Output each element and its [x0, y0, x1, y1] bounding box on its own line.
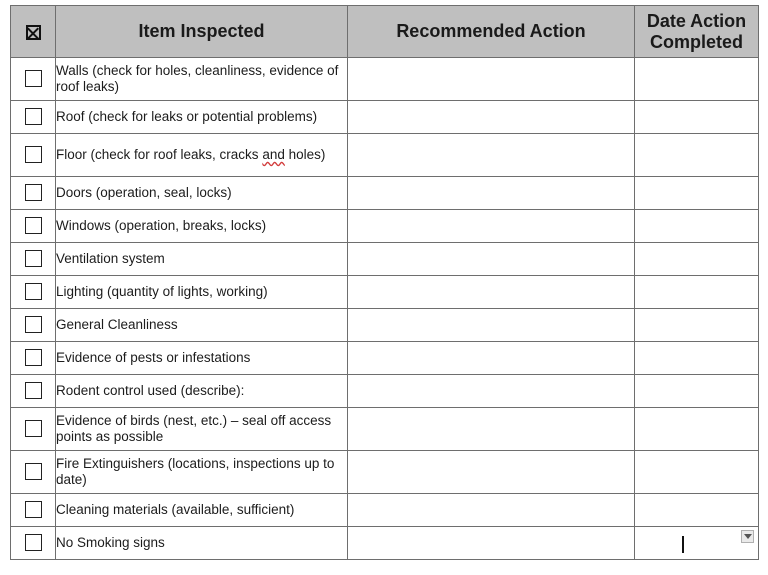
checkbox-icon[interactable]: [25, 382, 42, 399]
recommended-action-field[interactable]: [348, 243, 635, 276]
table-header-row: [11, 6, 759, 58]
checkbox-icon[interactable]: [25, 283, 42, 300]
table-row: [11, 177, 759, 210]
date-completed-field[interactable]: [635, 494, 759, 527]
checkbox-icon[interactable]: [25, 250, 42, 267]
recommended-action-field[interactable]: [348, 58, 635, 101]
item-text: Doors (operation, seal, locks): [56, 177, 348, 210]
recommended-action-field[interactable]: [348, 527, 635, 560]
row-check-cell: [11, 276, 56, 309]
table-row: [11, 342, 759, 375]
date-completed-field[interactable]: [635, 527, 759, 560]
header-date-action-completed: [635, 6, 759, 58]
recommended-action-field[interactable]: [348, 210, 635, 243]
date-completed-field[interactable]: [635, 309, 759, 342]
row-check-cell: [11, 58, 56, 101]
date-completed-field[interactable]: [635, 58, 759, 101]
table-row: [11, 494, 759, 527]
item-text: No Smoking signs: [56, 527, 348, 560]
checkbox-icon[interactable]: [25, 534, 42, 551]
recommended-action-field[interactable]: [348, 276, 635, 309]
item-text: General Cleanliness: [56, 309, 348, 342]
table-row: [11, 527, 759, 560]
header-check-cell: [11, 6, 56, 58]
table-row: [11, 276, 759, 309]
item-text: Ventilation system: [56, 243, 348, 276]
item-text: Cleaning materials (available, sufficient): [56, 494, 348, 527]
recommended-action-field[interactable]: [348, 451, 635, 494]
item-text: Roof (check for leaks or potential problems): [56, 101, 348, 134]
table-row: [11, 58, 759, 101]
recommended-action-field[interactable]: [348, 177, 635, 210]
checkbox-icon[interactable]: [25, 501, 42, 518]
checkbox-icon[interactable]: [25, 146, 42, 163]
recommended-action-field[interactable]: [348, 342, 635, 375]
table-row: [11, 243, 759, 276]
table-row: [11, 101, 759, 134]
inspection-checklist-table: [10, 5, 759, 560]
table-row: [11, 451, 759, 494]
row-check-cell: [11, 527, 56, 560]
checkbox-icon[interactable]: [25, 184, 42, 201]
row-check-cell: [11, 451, 56, 494]
recommended-action-field[interactable]: [348, 494, 635, 527]
item-text: Rodent control used (describe):: [56, 375, 348, 408]
date-completed-field[interactable]: [635, 101, 759, 134]
date-completed-field[interactable]: [635, 408, 759, 451]
item-text-part: Floor (check for roof leaks, cracks: [56, 147, 263, 162]
header-item-inspected: Item Inspected: [56, 6, 348, 58]
row-check-cell: [11, 494, 56, 527]
spellcheck-flagged-word[interactable]: and: [262, 147, 285, 162]
checkbox-icon[interactable]: [25, 349, 42, 366]
checked-box-icon[interactable]: [26, 25, 41, 40]
item-text-part: holes): [284, 147, 326, 162]
checkbox-icon[interactable]: [25, 463, 42, 480]
item-text: Walls (check for holes, cleanliness, evidence of roof leaks): [56, 58, 348, 101]
date-completed-field[interactable]: [635, 243, 759, 276]
recommended-action-field[interactable]: [348, 309, 635, 342]
table-row: [11, 309, 759, 342]
item-text: Evidence of birds (nest, etc.) – seal off access points as possible: [56, 408, 348, 451]
date-completed-field[interactable]: [635, 177, 759, 210]
checkbox-icon[interactable]: [25, 420, 42, 437]
checkbox-icon[interactable]: [25, 316, 42, 333]
table-row: [11, 210, 759, 243]
date-completed-field[interactable]: [635, 210, 759, 243]
row-check-cell: [11, 210, 56, 243]
item-text: Lighting (quantity of lights, working): [56, 276, 348, 309]
table-row: [11, 375, 759, 408]
table-row: [11, 134, 759, 177]
recommended-action-field[interactable]: [348, 408, 635, 451]
table-row: [11, 408, 759, 451]
header-date-line1: Date Action: [646, 10, 747, 31]
item-text: [56, 134, 348, 177]
row-check-cell: [11, 342, 56, 375]
recommended-action-field[interactable]: [348, 375, 635, 408]
item-text: Windows (operation, breaks, locks): [56, 210, 348, 243]
date-completed-field[interactable]: [635, 134, 759, 177]
dropdown-arrow-icon[interactable]: [741, 530, 754, 543]
row-check-cell: [11, 101, 56, 134]
item-text: Fire Extinguishers (locations, inspections up to date): [56, 451, 348, 494]
date-completed-field[interactable]: [635, 276, 759, 309]
checkbox-icon[interactable]: [25, 108, 42, 125]
row-check-cell: [11, 375, 56, 408]
row-check-cell: [11, 408, 56, 451]
date-completed-field[interactable]: [635, 342, 759, 375]
row-check-cell: [11, 309, 56, 342]
checkbox-icon[interactable]: [25, 70, 42, 87]
date-completed-field[interactable]: [635, 375, 759, 408]
row-check-cell: [11, 177, 56, 210]
checkbox-icon[interactable]: [25, 217, 42, 234]
header-date-line2: Completed: [649, 31, 743, 52]
date-completed-field[interactable]: [635, 451, 759, 494]
item-text: Evidence of pests or infestations: [56, 342, 348, 375]
text-cursor-icon: [682, 536, 684, 553]
header-recommended-action: Recommended Action: [348, 6, 635, 58]
row-check-cell: [11, 243, 56, 276]
row-check-cell: [11, 134, 56, 177]
recommended-action-field[interactable]: [348, 134, 635, 177]
recommended-action-field[interactable]: [348, 101, 635, 134]
